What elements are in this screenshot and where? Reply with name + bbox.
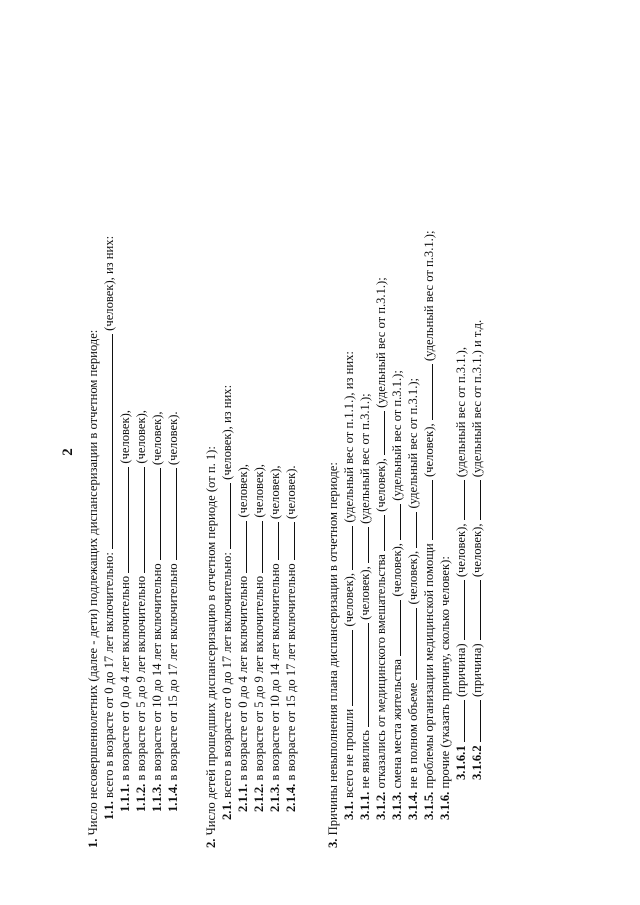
item-text: всего не прошли <box>342 708 356 798</box>
section-3 <box>325 188 485 848</box>
fill-blank <box>469 700 481 742</box>
item-number: 3.1.6.2 <box>470 745 484 780</box>
item-3-1-2 <box>373 188 389 848</box>
item-number: 3.1.3. <box>390 791 404 820</box>
item-number: 3.1. <box>342 801 356 820</box>
fill-blank <box>251 521 263 573</box>
item-text: в возрасте от 15 до 17 лет включительно <box>166 563 180 781</box>
item-unit: (человек), <box>236 464 250 518</box>
item-unit: (человек), <box>454 523 468 578</box>
item-2-1-4 <box>283 188 299 848</box>
item-text: в возрасте от 0 до 4 лет включительно <box>236 575 250 781</box>
item-1-1-3 <box>149 188 165 848</box>
item-text: в возрасте от 0 до 4 лет включительно <box>118 575 132 781</box>
section-1 <box>85 188 181 848</box>
item-3-1-6-1 <box>453 188 469 848</box>
item-unit: (человек). <box>166 411 180 466</box>
item-number: 2.1. <box>220 801 234 820</box>
fill-blank <box>283 522 295 560</box>
item-number: 2.1.4. <box>284 783 298 812</box>
item-number: 3.1.6. <box>438 791 452 820</box>
item-3-1-6 <box>437 188 453 848</box>
fill-blank <box>405 512 417 548</box>
fill-blank <box>453 480 465 520</box>
fill-blank <box>341 630 353 706</box>
item-share: (удельный вес от п.3.1.); <box>358 393 372 524</box>
fill-blank <box>133 467 145 573</box>
item-share: (удельный вес от п.3.1.); <box>406 377 420 509</box>
item-number: 1.1.2. <box>134 783 148 812</box>
fill-blank <box>165 468 177 560</box>
item-1-1-1 <box>117 188 133 848</box>
item-3-1-1 <box>357 188 373 848</box>
item-number: 3.1.2. <box>374 791 388 820</box>
section-3-number: 3. <box>326 838 340 848</box>
item-1-1-2 <box>133 188 149 848</box>
item-unit: (человек), <box>374 458 388 512</box>
item-text: в возрасте от 5 до 9 лет включительно <box>134 575 148 781</box>
fill-blank <box>421 480 433 540</box>
item-unit: (человек), <box>268 465 282 520</box>
item-number: 2.1.3. <box>268 783 282 812</box>
item-reason: (причина) <box>470 643 484 698</box>
item-text: смена места жительства <box>390 658 404 789</box>
item-unit: (человек), из них: <box>220 384 234 480</box>
item-unit: (человек), <box>470 523 484 578</box>
fill-blank <box>117 467 129 573</box>
item-3-1 <box>341 188 357 848</box>
item-number: 1.1.1. <box>118 783 132 812</box>
section-3-heading <box>325 188 341 848</box>
item-unit: (человек), из них: <box>102 235 116 331</box>
item-number: 1.1. <box>102 801 116 820</box>
item-number: 3.1.1. <box>358 791 372 820</box>
item-number: 1.1.3. <box>150 783 164 812</box>
item-share: (удельный вес от п.3.1.); <box>390 370 404 501</box>
item-unit: (человек), <box>358 566 372 620</box>
item-text: прочие (указать причину, сколько человек): <box>438 556 452 789</box>
item-number: 2.1.1. <box>236 783 250 812</box>
item-2-1-3 <box>267 188 283 848</box>
fill-blank <box>219 483 231 549</box>
item-text: проблемы организации медицинской помощи <box>422 543 436 789</box>
item-number: 3.1.5. <box>422 791 436 820</box>
item-unit: (человек), <box>390 543 404 597</box>
fill-blank <box>469 480 481 520</box>
fill-blank <box>453 580 465 640</box>
fill-blank <box>421 364 433 420</box>
item-number: 3.1.6.1 <box>454 745 468 780</box>
fill-blank <box>389 504 401 540</box>
item-1-1 <box>101 188 117 848</box>
fill-blank <box>149 468 161 560</box>
item-text: в возрасте от 5 до 9 лет включительно <box>252 575 266 781</box>
item-number: 2.1.2. <box>252 783 266 812</box>
item-share: (удельный вес от п.3.1.) и т.д. <box>470 319 484 478</box>
item-share: (удельный вес от п.3.1.); <box>422 230 436 362</box>
section-2-title: Число детей прошедших диспансеризацию в отчетном периоде (от п. 1): <box>204 446 218 836</box>
item-text: всего в возрасте от 0 до 17 лет включительно: <box>220 552 234 798</box>
item-share: (удельный вес от п.3.1.), <box>454 346 468 478</box>
item-text: в возрасте от 10 до 14 лет включительно <box>268 563 282 781</box>
item-2-1-1 <box>235 188 251 848</box>
item-text: в возрасте от 10 до 14 лет включительно <box>150 563 164 781</box>
item-text: отказались от медицинского вмешательства <box>374 554 388 789</box>
section-3-title: Причины невыполнения плана диспансеризации в отчетном периоде: <box>326 462 340 836</box>
section-1-title: Число несовершеннолетних (далее - дети) подлежащих диспансеризации в отчетном периоде: <box>86 329 100 836</box>
item-1-1-4 <box>165 188 181 848</box>
fill-blank <box>357 623 369 727</box>
fill-blank <box>101 334 113 549</box>
item-unit: (человек). <box>284 465 298 520</box>
item-text: в возрасте от 15 до 17 лет включительно <box>284 563 298 781</box>
item-3-1-3 <box>389 188 405 848</box>
item-unit: (человек), <box>422 423 436 478</box>
section-1-number: 1. <box>86 838 100 848</box>
fill-blank <box>373 515 385 551</box>
fill-blank <box>389 600 401 656</box>
fill-blank <box>373 411 385 455</box>
item-number: 3.1.4. <box>406 791 420 820</box>
fill-blank <box>341 526 353 570</box>
fill-blank <box>453 700 465 742</box>
item-3-1-4 <box>405 188 421 848</box>
fill-blank <box>405 608 417 680</box>
fill-blank <box>235 521 247 573</box>
fill-blank <box>357 527 369 563</box>
item-3-1-6-2 <box>469 188 485 848</box>
item-unit: (человек), <box>118 410 132 464</box>
page-number: 2 <box>60 448 76 456</box>
item-2-1-2 <box>251 188 267 848</box>
item-text: не в полном объеме <box>406 682 420 789</box>
item-text: всего в возрасте от 0 до 17 лет включительно: <box>102 552 116 798</box>
fill-blank <box>469 580 481 640</box>
section-2 <box>203 188 299 848</box>
item-2-1 <box>219 188 235 848</box>
item-text: не явились <box>358 730 372 789</box>
fill-blank <box>267 522 279 560</box>
item-unit: (человек), <box>150 411 164 466</box>
rotated-form-content <box>85 188 515 848</box>
item-number: 1.1.4. <box>166 783 180 812</box>
item-share: (удельный вес от п.1.1.), из них: <box>342 351 356 523</box>
item-share: (удельный вес от п.3.1.); <box>374 277 388 408</box>
item-3-1-5 <box>421 188 437 848</box>
section-2-number: 2. <box>204 838 218 848</box>
item-reason: (причина) <box>454 643 468 698</box>
section-2-heading <box>203 188 219 848</box>
item-unit: (человек), <box>134 410 148 464</box>
item-unit: (человек), <box>252 464 266 518</box>
item-unit: (человек), <box>406 550 420 605</box>
section-1-heading <box>85 188 101 848</box>
item-unit: (человек), <box>342 572 356 627</box>
